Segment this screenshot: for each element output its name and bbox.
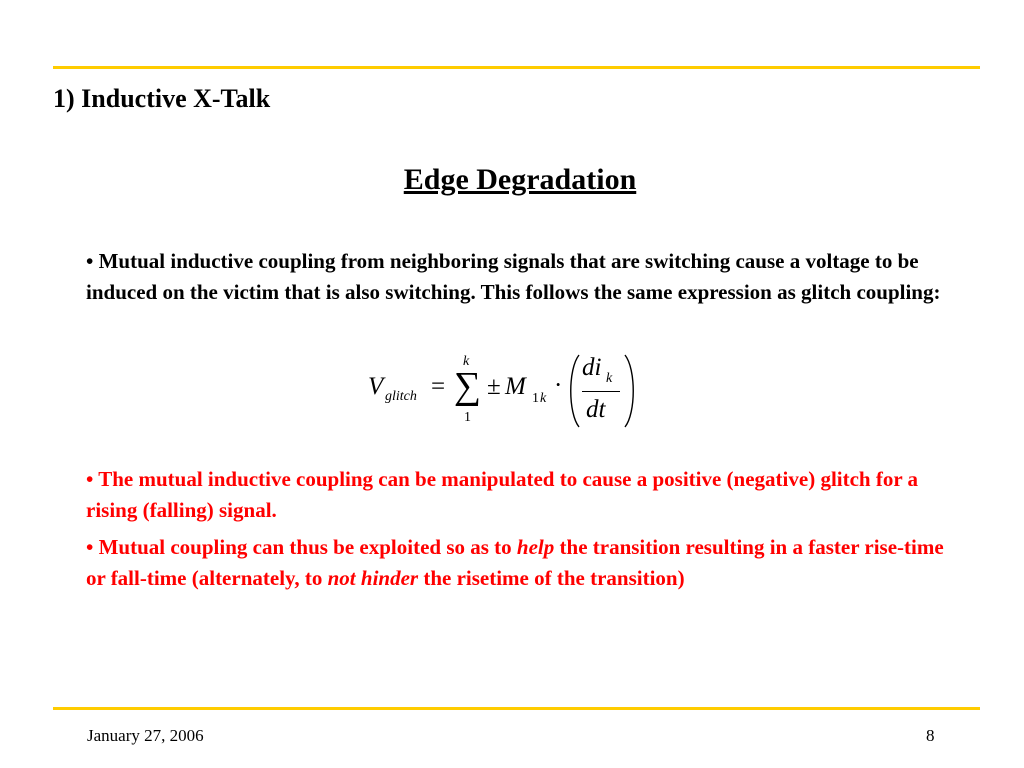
equation-m-symbol: M [505,373,526,400]
equation-m-subscript-k: k [540,391,547,406]
equation-equals: = [431,373,446,400]
footer-rule [53,707,980,710]
slide-heading: Edge Degradation [403,163,637,196]
equation-v-symbol: V [368,373,384,400]
equation-glitch-subscript: glitch [385,389,417,404]
equation-fraction-bar [582,391,620,392]
page-number: 8 [926,726,935,745]
equation-left-paren [566,354,582,428]
bullet-text-part: Mutual coupling can thus be exploited so as to [98,535,517,559]
equation-numerator: di [582,354,602,381]
footer-date: January 27, 2006 [87,726,204,745]
glitch-voltage-equation [360,352,660,432]
emphasis-help: help [516,535,555,559]
bullet-text-part: the transition resulting in a faster rise-time or fall-time (alternately, to [86,535,944,590]
equation-dot: · [554,372,563,399]
bullet-item [86,464,956,525]
emphasis-not-hinder: not hinder [327,565,419,590]
equation-numerator-subscript: k [606,371,613,386]
equation-denominator: dt [586,396,606,423]
equation-sum-symbol: ∑ [454,365,482,407]
bullet-marker: • [86,535,94,559]
equation-sum-lower: 1 [464,410,471,425]
bullet-marker: • [86,249,94,273]
bullet-item [86,532,956,593]
section-title: 1) Inductive X-Talk [53,84,271,113]
bullet-marker: • [86,467,94,491]
header-rule [53,66,980,69]
equation-plus-minus: ± [487,373,501,400]
bullet-text: Mutual inductive coupling from neighboring signals that are switching cause a voltage to be induced on the victim that is also switching. This follows the same expression as glitch coupling: [86,249,941,304]
bullet-text-part: the risetime of the transition) [418,565,685,590]
equation-right-paren [622,354,638,428]
equation-sum-upper: k [463,354,470,369]
equation-m-subscript-1: 1 [532,391,539,406]
bullet-item [86,246,956,307]
bullet-text: The mutual inductive coupling can be manipulated to cause a positive (negative) glitch for a rising (falling) signal. [86,467,919,522]
